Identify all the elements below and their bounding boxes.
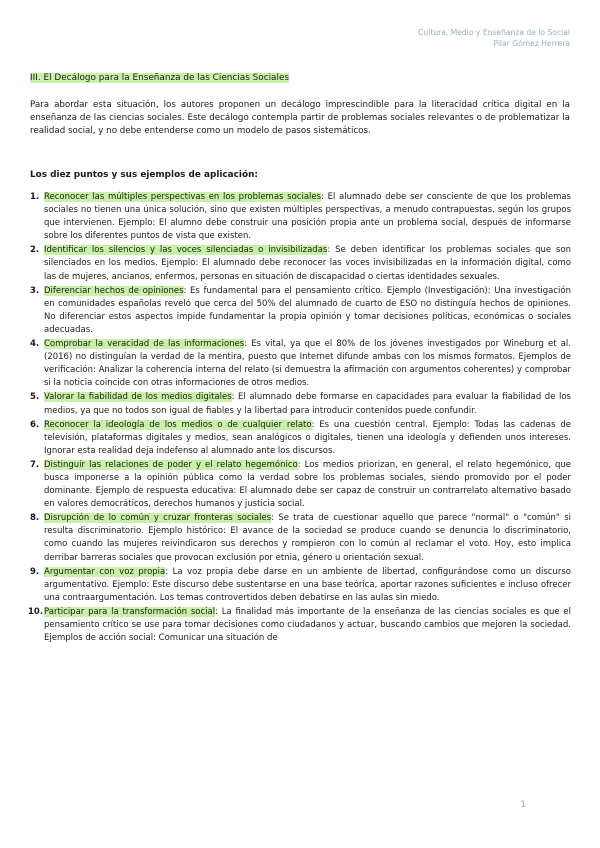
item-title-highlight: Reconocer las múltiples perspectivas en los problemas sociales [44,192,322,202]
item-number: 1. [30,192,40,202]
item-text: : Se trata de cuestionar aquello que parece "normal" o "común" si resulta discriminatorio. Ejemplo histórico: El avance de la sociedad se produce cuando se denuncia lo discriminatorio, como cuando las mujeres reivindicaron sus derechos y rompieron con lo común al reclamar el voto. Hoy, esto implica derribar barreras sociales que provocan exclusión por etnia, género u orientación sexual. [44,513,571,563]
list-item [30,512,571,564]
item-text: : Es una cuestión central. Ejemplo: Todas las cadenas de televisión, plataformas digitales y medios, sean analógicos o digitales, tienen una ideología y defienden unos intereses. Ignorar esta realidad deja indefenso al alumnado ante los discursos. [44,419,571,456]
item-text: : La voz propia debe darse en un ambiente de libertad, configurándose como un discurso argumentativo. Ejemplo: Este discurso debe sustentarse en una base teórica, aportar razones suficientes e incluso ofrecer una contraargumentación. Los temas controvertidos deben debatirse en las aulas sin miedo. [44,566,571,603]
list-item [30,244,571,283]
item-title-highlight: Diferenciar hechos de opiniones [44,285,184,296]
item-title-highlight: Argumentar con voz propia [44,566,166,577]
intro-paragraph: Para abordar esta situación, los autores proponen un decálogo imprescindible para la literacidad crítica digital en la enseñanza de las ciencias sociales. Este decálogo contempla partir de problemas sociales relevantes o de problematizar la realidad social, y no debe entenderse como un modelo de pasos sistemáticos. [30,100,570,136]
section-title [30,72,289,84]
item-text: : El alumnado debe ser consciente de que los problemas sociales no tienen una única solución, sino que existen múltiples perspectivas, a menudo contrapuestas, según los grupos que intervienen. Ejemplo: El alumno debe construir una posición propia ante un problema social, después de informarse sobre los diferentes puntos de vista que existen. [44,192,571,242]
item-number: 10. [28,606,44,617]
item-number: 4. [30,339,40,350]
item-text: : Es fundamental para el pensamiento crítico. Ejemplo (Investigación): Una investigación en comunidades españolas reveló que cerca del 50% del alumnado de cuarto de ESO no distinguía hechos de opiniones. No diferenciar estos aspectos impide fundamentar la propia opinión y tomar decisiones políticas, económicas o sociales adecuadas. [44,285,572,335]
list-item [30,338,571,390]
item-title-highlight: Distinguir las relaciones de poder y el relato hegemónico [44,459,298,470]
running-header [418,27,570,49]
page-number: 1 [520,800,526,810]
item-number: 9. [30,566,40,577]
item-text: : El alumnado debe formarse en capacidades para evaluar la fiabilidad de los medios, ya que no todos son igual de fiables y la libertad para introducir contenidos puede confundir. [44,392,571,416]
points-subheading: Los diez puntos y sus ejemplos de aplicación: [30,170,258,180]
list-item [30,391,571,417]
item-title-highlight: Disrupción de lo común y cruzar fronteras sociales [44,513,272,524]
list-item [30,419,571,458]
item-title-highlight: Participar para la transformación social [44,606,216,617]
list-item [30,285,571,337]
item-title-highlight: Valorar la fiabilidad de los medios digitales [44,392,232,403]
item-number: 8. [30,513,40,524]
header-author: Pilar Gómez Herrera [493,39,570,48]
item-number: 3. [30,285,40,296]
item-number: 7. [30,459,40,470]
item-number: 6. [30,419,40,430]
item-title-highlight: Reconocer la ideología de los medios o de cualquier relato [44,419,312,430]
list-item [30,459,571,511]
list-item [30,566,571,605]
item-title-highlight: Comprobar la veracidad de las informaciones [44,339,245,350]
list-item [30,191,571,243]
list-item [30,606,571,645]
item-title-highlight: Identificar los silencios y las voces silenciadas o invisibilizadas [44,245,328,256]
item-number: 5. [30,392,40,403]
header-course-title: Cultura, Medio y Enseñanza de lo Social [418,28,570,37]
section-title-highlight: III. El Decálogo para la Enseñanza de las Ciencias Sociales [30,73,290,83]
item-text: : Se deben identificar los problemas sociales que son silenciados en los medios. Ejemplo: El alumnado debe reconocer las voces invisibilizadas en la información digital, como las de mujeres, ancianos, enfermos, personas en situación de discapacidad o ciertas identidades sexuales. [44,245,572,282]
item-text: : La finalidad más importante de la enseñanza de las ciencias sociales es que el pensamiento crítico se use para tomar decisiones como ciudadanos y actuar, buscando cambios que mejoren la sociedad. Ejemplos de acción social: Comunicar una situación de [44,606,571,644]
item-number: 2. [30,245,40,256]
decalogue-list [30,191,571,646]
item-text: : Es vital, ya que el 80% de los jóvenes investigados por Wineburg et al. (2016) no distinguían la verdad de la mentira, puesto que Internet difunde ambas con los mismos formatos. Ejemplos de verificación: Analizar la coherencia interna del relato (si demuestra la afirmación con argumentos coherentes) y comprobar si la noticia coincide con otras informaciones de otros medios. [44,339,571,389]
item-text: : Los medios priorizan, en general, el relato hegemónico, que busca imponerse a la opinión pública como la verdad sobre los problemas sociales, siendo promovido por el poder dominante. Ejemplo de respuesta educativa: El alumnado debe ser capaz de construir un contrarrelato alternativo basado en valores democráticos, derechos humanos y justicia social. [44,459,571,510]
